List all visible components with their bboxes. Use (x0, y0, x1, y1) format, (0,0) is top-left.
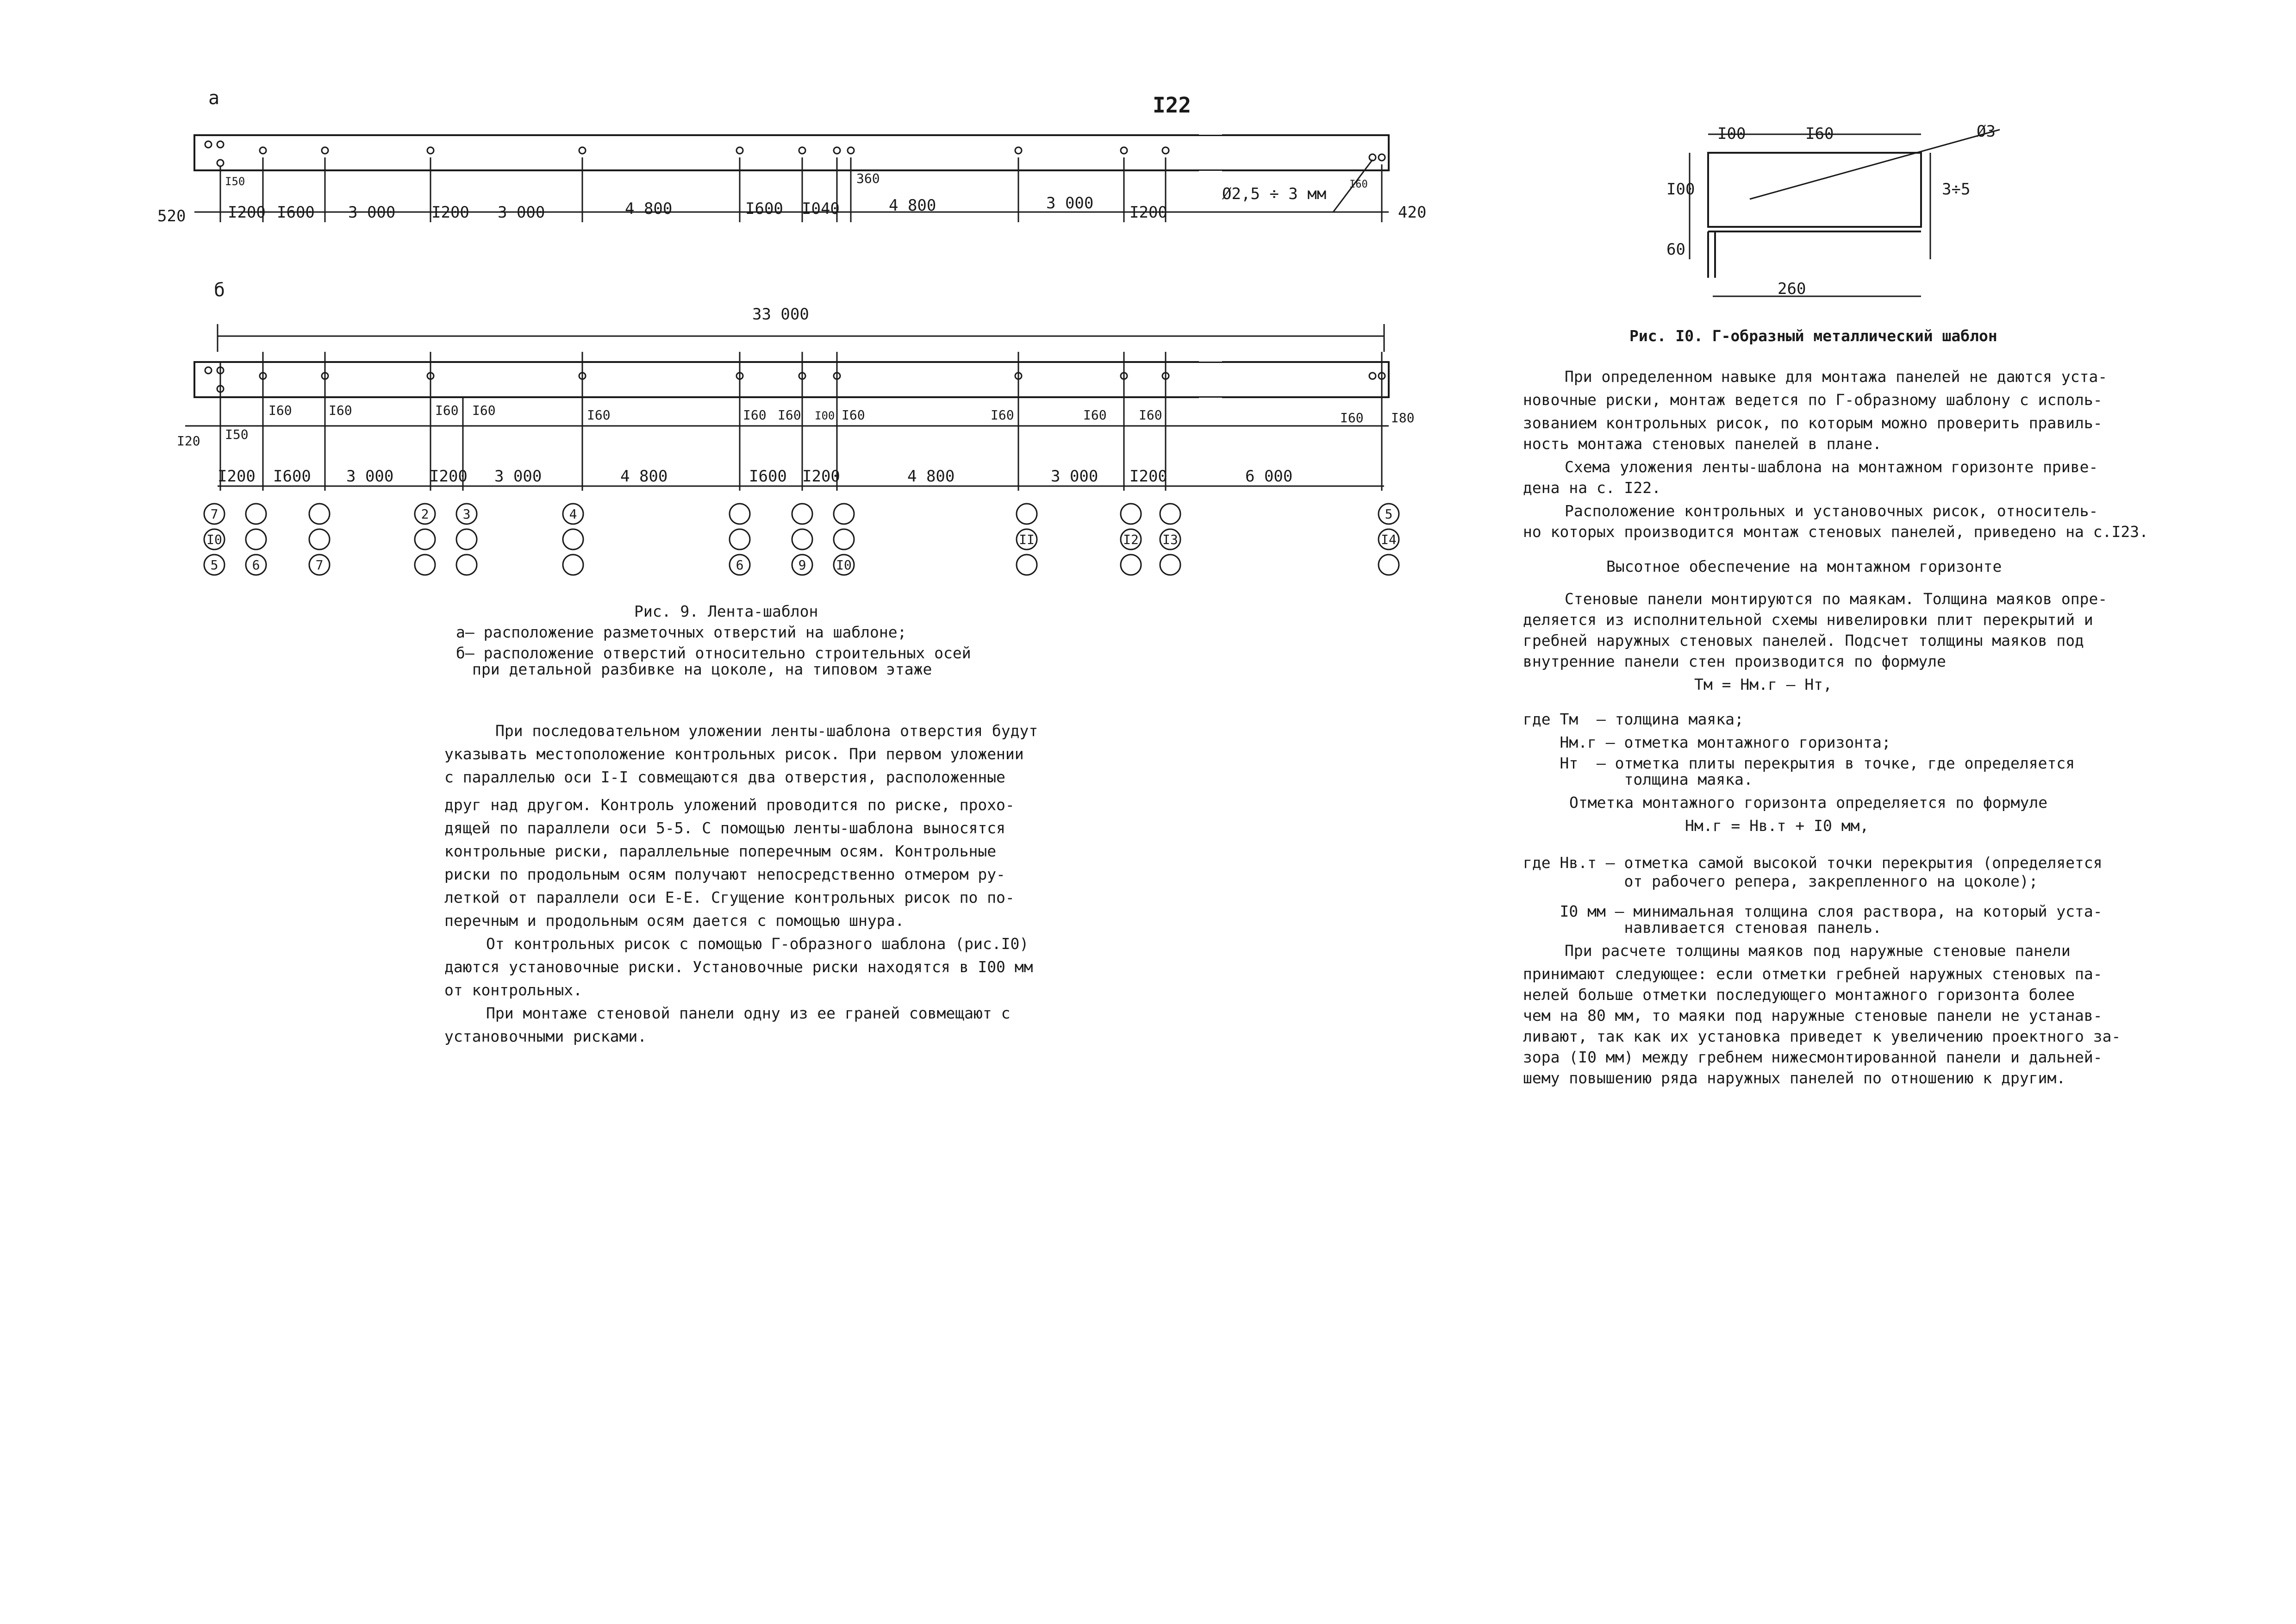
text-line: гребней наружных стеновых панелей. Подсчет толщины маяков под (1523, 631, 2084, 650)
tape-b-upper-dim: I60 (1340, 410, 1364, 425)
axis-number: 2 (421, 506, 429, 522)
fig9-caption-title: Рис. 9. Лента-шаблон (634, 602, 818, 620)
text-line: риски по продольным осям получают непосредственно отмером ру- (444, 865, 1005, 883)
text-line: даются установочные риски. Установочные риски находятся в I00 мм (444, 958, 1033, 976)
tape-a-dim: I200 (431, 203, 469, 222)
tape-b-upper-dim: I60 (472, 403, 496, 418)
tape-a (194, 135, 1389, 170)
axis-number: 7 (210, 506, 218, 522)
text-line: чем на 80 мм, то маяки под наружные стеновые панели не устанав- (1523, 1006, 2103, 1024)
tape-b-upper-dim: I50 (225, 427, 249, 442)
tape-a-dim: I200 (1129, 203, 1167, 222)
axis-number: 9 (798, 557, 806, 573)
tape-a-dim: 420 (1398, 203, 1427, 222)
text-line: с параллелью оси I-I совмещаются два отверстия, расположенные (444, 768, 1005, 786)
axis-number: 5 (210, 557, 218, 573)
tape-b-lower-dim: 4 800 (907, 467, 955, 486)
tape-b-lower-dim: I600 (749, 467, 787, 486)
text-line: леткой от параллели оси Е-Е. Сгущение контрольных рисок по по- (444, 888, 1015, 906)
tape-a-dim: I040 (802, 200, 840, 218)
tape-b-upper-dim: I60 (587, 407, 611, 423)
text-line: деляется из исполнительной схемы нивелировки плит перекрытий и (1523, 611, 2093, 629)
text-line: Hм.г – отметка монтажного горизонта; (1523, 733, 1891, 751)
page-number: I22 (1153, 93, 1192, 118)
axis-number: I2 (1123, 532, 1139, 547)
axis-number: I0 (836, 557, 852, 573)
text-line: навливается стеновая панель. (1523, 918, 1882, 937)
text-line: Расположение контрольных и установочных рисок, относитель- (1565, 502, 2098, 520)
tape-b-upper-dim: I60 (778, 407, 801, 423)
text-line: друг над другом. Контроль уложений проводится по риске, прохо- (444, 796, 1015, 814)
tape-b-lower-dim: 3 000 (346, 467, 394, 486)
tape-b-upper-dim: I60 (743, 407, 767, 423)
axis-number: 6 (252, 557, 260, 573)
axis-number: 6 (736, 557, 744, 573)
text-line: контрольные риски, параллельные поперечным осям. Контрольные (444, 842, 997, 860)
tape-b-lower-dim: I200 (218, 467, 256, 486)
axis-number: 4 (569, 506, 577, 522)
tape-b-lower-dim: 4 800 (620, 467, 668, 486)
formula-2: Hм.г = Hв.т + I0 мм, (1685, 817, 1869, 835)
fig9-caption-a: а– расположение разметочных отверстий на шаблоне; (456, 623, 907, 641)
text-line: новочные риски, монтаж ведется по Г-образному шаблону с исполь- (1523, 391, 2103, 409)
fig10-dim-260: 260 (1778, 280, 1806, 298)
formula-1: Tм = Hм.г – Hт, (1694, 675, 1833, 693)
text-line: указывать местоположение контрольных рисок. При первом уложении (444, 745, 1024, 763)
text-line: от контрольных. (444, 981, 583, 999)
tape-b (194, 362, 1389, 397)
axis-number: I4 (1381, 532, 1397, 547)
text-line: внутренние панели стен производится по формуле (1523, 652, 1946, 670)
text-line: Стеновые панели монтируются по маякам. Толщина маяков опре- (1565, 590, 2108, 608)
tape-b-upper-dim: I80 (1391, 410, 1415, 425)
text-line: I0 мм – минимальная толщина слоя раствора, на который уста- (1523, 902, 2103, 920)
tape-b-upper-dim: I00 (815, 409, 835, 422)
tape-a-dim: 3 000 (498, 203, 545, 222)
tape-b-lower-dim: 6 000 (1245, 467, 1293, 486)
text-line: дена на с. I22. (1523, 479, 1661, 497)
tape-a-dim: 520 (157, 207, 186, 225)
tape-b-lower-dim: I200 (802, 467, 840, 486)
fig10-plate (1708, 153, 1921, 227)
text-line: зора (I0 мм) между гребнем нижесмонтированной панели и дальней- (1523, 1048, 2103, 1066)
axis-number: II (1019, 532, 1035, 547)
text-line: но которых производится монтаж стеновых панелей, приведено на с.I23. (1523, 523, 2149, 541)
text-line: толщина маяка. (1523, 770, 1753, 788)
tape-a-dim: I600 (745, 200, 783, 218)
text-line: Hт – отметка плиты перекрытия в точке, где определяется (1523, 754, 2075, 772)
tape-b-lower-dim: I600 (273, 467, 311, 486)
text-line: Схема уложения ленты-шаблона на монтажном горизонте приве- (1565, 458, 2098, 476)
fig10-dim-100: I00 (1717, 125, 1746, 143)
tape-b-lower-dim: I200 (1129, 467, 1167, 486)
tape-a-dim: 3 000 (348, 203, 396, 222)
fig10-dim-hole: Ø3 (1977, 122, 1996, 141)
fig10-dim-h60: 60 (1666, 240, 1685, 259)
tape-b-lower-dim: I200 (430, 467, 468, 486)
tape-a-dim: 4 800 (889, 196, 936, 215)
tape-b-upper-dim: I60 (1139, 407, 1162, 423)
axis-number: 5 (1385, 506, 1393, 522)
text-line: При определенном навыке для монтажа панелей не даются уста- (1565, 368, 2108, 386)
tape-b-lower-dim: 3 000 (1051, 467, 1098, 486)
tape-a-dim: 4 800 (625, 200, 673, 218)
text-line: перечным и продольным осям дается с помощью шнура. (444, 912, 905, 930)
fig9-label-a: а (208, 87, 220, 109)
tape-a-hole-note: Ø2,5 ÷ 3 мм (1222, 185, 1327, 203)
axis-number: I0 (206, 532, 222, 547)
tape-a-offset-top: I50 (225, 175, 245, 188)
fig10-caption: Рис. I0. Г-образный металлический шаблон (1629, 327, 1997, 345)
tape-a-small-note: I60 (1349, 179, 1368, 190)
fig10-dim-h100: I00 (1666, 180, 1695, 199)
text-line: шему повышению ряда наружных панелей по отношению к другим. (1523, 1069, 2066, 1087)
tape-b-lower-dim: 3 000 (494, 467, 542, 486)
fig9-label-b: б (214, 280, 225, 301)
text-line: где Tм – толщина маяка; (1523, 710, 1744, 728)
text-line: зованием контрольных рисок, по которым можно проверить правиль- (1523, 414, 2103, 432)
fig10-dim-160: I60 (1805, 125, 1834, 143)
axis-number: 3 (462, 506, 471, 522)
tape-b-upper-dim: I60 (435, 403, 459, 418)
text-line: При расчете толщины маяков под наружные стеновые панели (1565, 942, 2071, 960)
text-line: где Hв.т – отметка самой высокой точки перекрытия (определяется (1523, 854, 2103, 872)
tape-a-dim: I600 (277, 203, 315, 222)
fig10-dim-gap: 3÷5 (1942, 180, 1971, 199)
fig9-caption-b1: б– расположение отверстий относительно строительных осей (456, 644, 971, 662)
text-line: ливают, так как их установка приведет к увеличению проектного за- (1523, 1027, 2121, 1045)
tape-b-upper-dim: I60 (329, 403, 352, 418)
axis-number: I3 (1162, 532, 1178, 547)
tape-a-dim: I200 (228, 203, 266, 222)
tape-b-upper-dim: I60 (842, 407, 865, 423)
tape-a-dim: 3 000 (1046, 194, 1094, 212)
text-line: принимают следующее: если отметки гребней наружных стеновых па- (1523, 965, 2103, 983)
text-line: При монтаже стеновой панели одну из ее граней совмещают с (486, 1004, 1011, 1022)
text-line: ность монтажа стеновых панелей в плане. (1523, 435, 1882, 453)
tape-b-upper-dim: I60 (268, 403, 292, 418)
tape-b-upper-dim: I20 (177, 433, 200, 449)
text-line: дящей по параллели оси 5-5. С помощью ленты-шаблона выносятся (444, 819, 1005, 837)
text-line: установочными рисками. (444, 1027, 647, 1045)
text-line: От контрольных рисок с помощью Г-образного шаблона (рис.I0) (486, 935, 1029, 953)
text-line: При последовательном уложении ленты-шаблона отверстия будут (495, 722, 1038, 740)
text-line: нелей больше отметки последующего монтажного горизонта более (1523, 986, 2075, 1004)
tape-b-upper-dim: I60 (991, 407, 1014, 423)
tape-b-upper-dim: I60 (1083, 407, 1107, 423)
tape-b-total: 33 000 (752, 305, 809, 324)
section-heading: Высотное обеспечение на монтажном горизонте (1606, 557, 2002, 575)
tape-a-offset-360: 360 (856, 171, 880, 186)
text-line: Отметка монтажного горизонта определяется по формуле (1569, 793, 2048, 812)
axis-number: 7 (315, 557, 324, 573)
text-line: от рабочего репера, закрепленного на цоколе); (1523, 872, 2038, 890)
fig9-caption-b2: при детальной разбивке на цоколе, на типовом этаже (472, 660, 932, 678)
